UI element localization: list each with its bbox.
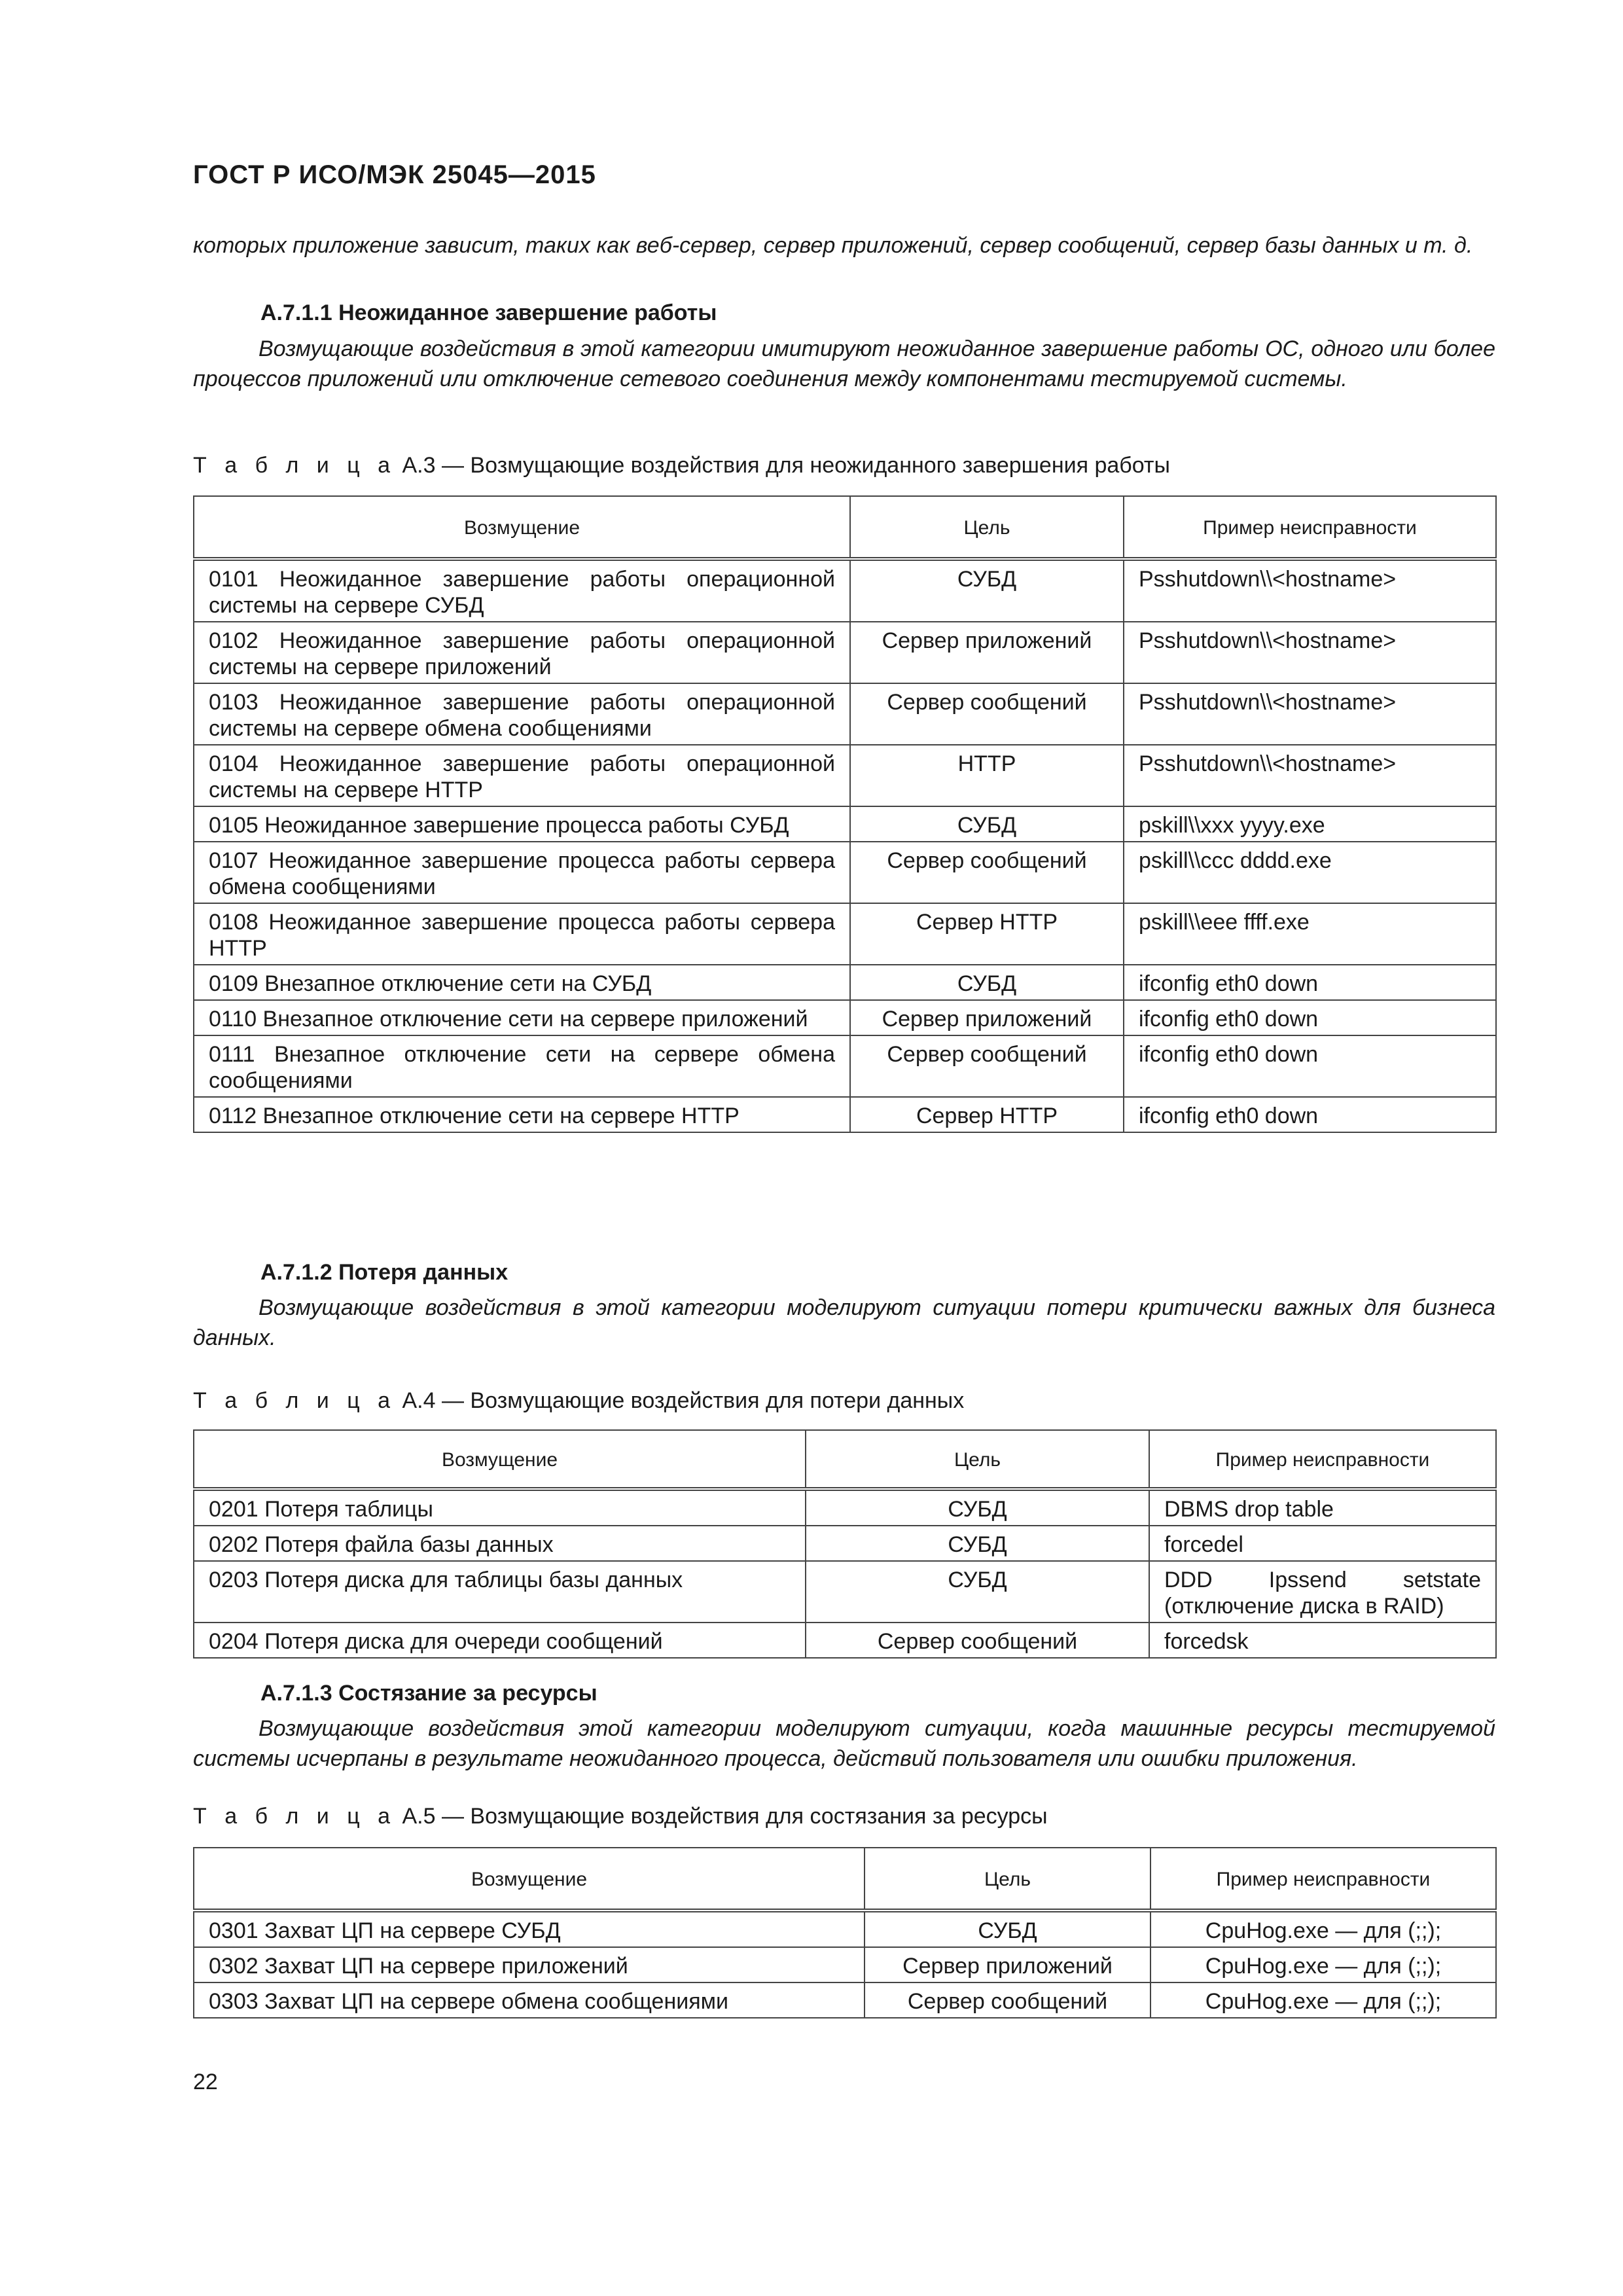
table-a3 xyxy=(193,495,1497,1133)
table-caption-a5 xyxy=(193,1804,1048,1829)
cell-target: Сервер HTTP xyxy=(850,903,1124,965)
column-header-target: Цель xyxy=(806,1430,1149,1489)
cell-target: СУБД xyxy=(850,559,1124,622)
cell-target: Сервер сообщений xyxy=(850,1035,1124,1097)
table-caption-prefix: Т а б л и ц а xyxy=(193,1388,397,1413)
table-row xyxy=(194,806,1496,842)
cell-target: HTTP xyxy=(850,745,1124,806)
cell-fault-example: ifconfig eth0 down xyxy=(1124,1000,1496,1035)
cell-fault-example: ifconfig eth0 down xyxy=(1124,1035,1496,1097)
table-caption-text: А.3 — Возмущающие воздействия для неожиданного завершения работы xyxy=(402,453,1170,478)
cell-fault-example: Psshutdown\\<hostname> xyxy=(1124,745,1496,806)
cell-target: СУБД xyxy=(806,1561,1149,1623)
cell-fault-example: Psshutdown\\<hostname> xyxy=(1124,622,1496,683)
table-row xyxy=(194,1035,1496,1097)
table-a5 xyxy=(193,1847,1497,2018)
table-row xyxy=(194,842,1496,903)
cell-disturbance: 0201 Потеря таблицы xyxy=(194,1489,806,1526)
table-row xyxy=(194,1526,1496,1561)
table-row xyxy=(194,1623,1496,1658)
table-row xyxy=(194,745,1496,806)
page-number: 22 xyxy=(193,2070,218,2094)
table-row xyxy=(194,683,1496,745)
cell-disturbance: 0202 Потеря файла базы данных xyxy=(194,1526,806,1561)
section-text-a712: Возмущающие воздействия в этой категории моделируют ситуации потери критически важных для бизнеса данных. xyxy=(193,1295,1495,1350)
cell-target: Сервер сообщений xyxy=(850,842,1124,903)
table-row xyxy=(194,1982,1496,2018)
cell-fault-example: forcedsk xyxy=(1149,1623,1496,1658)
cell-target: Сервер сообщений xyxy=(850,683,1124,745)
cell-fault-example: pskill\\xxx yyyy.exe xyxy=(1124,806,1496,842)
table-row xyxy=(194,1947,1496,1982)
table-caption-prefix: Т а б л и ц а xyxy=(193,453,397,478)
cell-fault-example: DBMS drop table xyxy=(1149,1489,1496,1526)
table-row xyxy=(194,903,1496,965)
cell-target: СУБД xyxy=(850,806,1124,842)
section-heading-a712: А.7.1.2 Потеря данных xyxy=(260,1260,508,1285)
section-text-a713: Возмущающие воздействия этой категории моделируют ситуации, когда машинные ресурсы тестируемой системы исчерпаны в результате неожиданного процесса, действий пользователя или ошибки приложения. xyxy=(193,1716,1495,1771)
cell-disturbance: 0102 Неожиданное завершение работы операционной системы на сервере приложений xyxy=(194,622,850,683)
cell-fault-example: forcedel xyxy=(1149,1526,1496,1561)
cell-target: Сервер приложений xyxy=(865,1947,1150,1982)
column-header-disturbance: Возмущение xyxy=(194,496,850,559)
table-row xyxy=(194,1000,1496,1035)
cell-fault-example: CpuHog.exe — для (;;); xyxy=(1150,1947,1496,1982)
cell-target: СУБД xyxy=(806,1489,1149,1526)
cell-target: СУБД xyxy=(865,1910,1150,1947)
cell-fault-example: Psshutdown\\<hostname> xyxy=(1124,683,1496,745)
cell-fault-example: CpuHog.exe — для (;;); xyxy=(1150,1982,1496,2018)
cell-disturbance: 0112 Внезапное отключение сети на сервере HTTP xyxy=(194,1097,850,1132)
cell-fault-example: pskill\\ccc dddd.exe xyxy=(1124,842,1496,903)
cell-fault-example: pskill\\eee ffff.exe xyxy=(1124,903,1496,965)
cell-target: Сервер сообщений xyxy=(806,1623,1149,1658)
cell-disturbance: 0110 Внезапное отключение сети на сервере приложений xyxy=(194,1000,850,1035)
cell-disturbance: 0101 Неожиданное завершение работы операционной системы на сервере СУБД xyxy=(194,559,850,622)
cell-disturbance: 0301 Захват ЦП на сервере СУБД xyxy=(194,1910,865,1947)
column-header-fault-example: Пример неисправности xyxy=(1149,1430,1496,1489)
cell-target: СУБД xyxy=(806,1526,1149,1561)
section-heading-a713: А.7.1.3 Состязание за ресурсы xyxy=(260,1681,597,1706)
cell-disturbance: 0203 Потеря диска для таблицы базы данных xyxy=(194,1561,806,1623)
section-text-a711: Возмущающие воздействия в этой категории имитируют неожиданное завершение работы ОС, одного или более процессов приложений или отключение сетевого соединения между компонентами тестируемой системы. xyxy=(193,336,1495,391)
table-header-row xyxy=(194,1848,1496,1910)
cell-target: Сервер приложений xyxy=(850,622,1124,683)
cell-target: Сервер сообщений xyxy=(865,1982,1150,2018)
cell-fault-example: ifconfig eth0 down xyxy=(1124,1097,1496,1132)
standard-designation: ГОСТ Р ИСО/МЭК 25045—2015 xyxy=(193,160,596,189)
cell-disturbance: 0108 Неожиданное завершение процесса работы сервера HTTP xyxy=(194,903,850,965)
cell-disturbance: 0105 Неожиданное завершение процесса работы СУБД xyxy=(194,806,850,842)
cell-fault-example: CpuHog.exe — для (;;); xyxy=(1150,1910,1496,1947)
cell-target: СУБД xyxy=(850,965,1124,1000)
cell-disturbance: 0104 Неожиданное завершение работы операционной системы на сервере HTTP xyxy=(194,745,850,806)
cell-disturbance: 0103 Неожиданное завершение работы операционной системы на сервере обмена сообщениями xyxy=(194,683,850,745)
cell-fault-example: ifconfig eth0 down xyxy=(1124,965,1496,1000)
table-caption-a3 xyxy=(193,453,1170,478)
cell-disturbance: 0303 Захват ЦП на сервере обмена сообщениями xyxy=(194,1982,865,2018)
table-row xyxy=(194,1561,1496,1623)
column-header-target: Цель xyxy=(865,1848,1150,1910)
cell-target: Сервер приложений xyxy=(850,1000,1124,1035)
table-row xyxy=(194,622,1496,683)
cell-disturbance: 0111 Внезапное отключение сети на сервере обмена сообщениями xyxy=(194,1035,850,1097)
column-header-disturbance: Возмущение xyxy=(194,1430,806,1489)
table-caption-text: А.5 — Возмущающие воздействия для состязания за ресурсы xyxy=(402,1804,1048,1829)
table-row xyxy=(194,1097,1496,1132)
table-caption-text: А.4 — Возмущающие воздействия для потери данных xyxy=(402,1388,965,1413)
intro-paragraph: которых приложение зависит, таких как веб-сервер, сервер приложений, сервер сообщений, сервер базы данных и т. д. xyxy=(193,233,1473,258)
table-row xyxy=(194,1489,1496,1526)
cell-disturbance: 0109 Внезапное отключение сети на СУБД xyxy=(194,965,850,1000)
table-a4 xyxy=(193,1429,1497,1659)
cell-fault-example: DDD Ipssend setstate (отключение диска в RAID) xyxy=(1149,1561,1496,1623)
cell-target: Сервер HTTP xyxy=(850,1097,1124,1132)
cell-disturbance: 0302 Захват ЦП на сервере приложений xyxy=(194,1947,865,1982)
cell-disturbance: 0204 Потеря диска для очереди сообщений xyxy=(194,1623,806,1658)
column-header-fault-example: Пример неисправности xyxy=(1124,496,1496,559)
table-caption-a4 xyxy=(193,1388,964,1414)
table-row xyxy=(194,559,1496,622)
section-heading-a711: А.7.1.1 Неожиданное завершение работы xyxy=(260,300,717,325)
cell-disturbance: 0107 Неожиданное завершение процесса работы сервера обмена сообщениями xyxy=(194,842,850,903)
table-row xyxy=(194,1910,1496,1947)
table-row xyxy=(194,965,1496,1000)
table-caption-prefix: Т а б л и ц а xyxy=(193,1804,397,1829)
column-header-disturbance: Возмущение xyxy=(194,1848,865,1910)
column-header-target: Цель xyxy=(850,496,1124,559)
column-header-fault-example: Пример неисправности xyxy=(1150,1848,1496,1910)
table-header-row xyxy=(194,1430,1496,1489)
table-header-row xyxy=(194,496,1496,559)
cell-fault-example: Psshutdown\\<hostname> xyxy=(1124,559,1496,622)
